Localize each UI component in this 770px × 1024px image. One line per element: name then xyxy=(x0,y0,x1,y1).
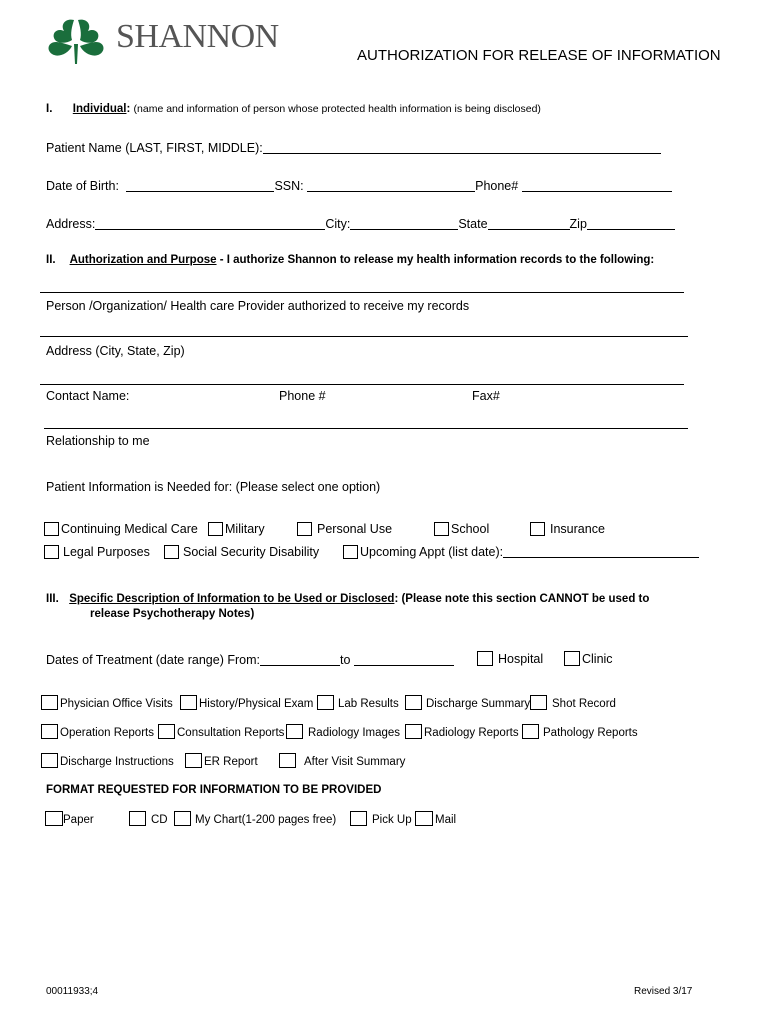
format-pickup[interactable] xyxy=(350,811,412,826)
dob-label: Date of Birth: xyxy=(46,179,119,193)
contact-field[interactable] xyxy=(40,384,684,385)
history-checkbox[interactable] xyxy=(180,695,197,710)
person-label: Person /Organization/ Health care Provider authorized to receive my records xyxy=(46,299,470,313)
phone-label: Phone# xyxy=(475,179,519,193)
section-2-text: - I authorize Shannon to release my health information records to the following: xyxy=(216,254,655,266)
section-1-heading xyxy=(46,103,541,115)
address-field[interactable] xyxy=(95,217,325,230)
continuing-checkbox[interactable] xyxy=(44,522,59,536)
operation-checkbox[interactable] xyxy=(41,724,58,739)
item-avs[interactable] xyxy=(279,753,405,768)
option-ssd[interactable] xyxy=(164,545,319,559)
option-clinic[interactable] xyxy=(564,651,613,666)
contact-name-label: Contact Name: xyxy=(46,389,130,403)
pathology-checkbox[interactable] xyxy=(522,724,539,739)
format-paper[interactable] xyxy=(45,811,94,826)
item-physician[interactable] xyxy=(41,695,173,710)
item-discharge-summary[interactable] xyxy=(405,695,530,710)
item-consultation[interactable] xyxy=(158,724,284,739)
mychart-label: My Chart(1-200 pages free) xyxy=(195,814,337,826)
needed-for-label: Patient Information is Needed for: (Please select one option) xyxy=(46,480,381,494)
school-checkbox[interactable] xyxy=(434,522,449,536)
date-to-field[interactable] xyxy=(354,653,454,666)
option-military[interactable] xyxy=(208,522,265,536)
option-legal[interactable] xyxy=(44,545,150,559)
section-3-heading xyxy=(46,593,649,605)
ssd-label: Social Security Disability xyxy=(183,545,320,559)
radiology-images-label: Radiology Images xyxy=(308,727,401,739)
patient-name-field[interactable] xyxy=(263,141,661,154)
item-radiology-images[interactable] xyxy=(286,724,400,739)
paper-label: Paper xyxy=(63,814,94,826)
mail-checkbox[interactable] xyxy=(415,811,433,826)
dob-row xyxy=(46,179,672,193)
brand-name: SHANNON xyxy=(116,18,279,55)
option-upcoming[interactable] xyxy=(343,545,699,559)
option-continuing[interactable] xyxy=(44,522,198,536)
person-field[interactable] xyxy=(40,292,684,293)
lab-checkbox[interactable] xyxy=(317,695,334,710)
er-checkbox[interactable] xyxy=(185,753,202,768)
relationship-field[interactable] xyxy=(44,428,688,429)
zip-field[interactable] xyxy=(587,217,675,230)
item-er[interactable] xyxy=(185,753,258,768)
patient-name-label: Patient Name (LAST, FIRST, MIDDLE): xyxy=(46,141,263,155)
radiology-reports-label: Radiology Reports xyxy=(424,727,519,739)
section-3-text: : (Please note this section CANNOT be used to xyxy=(394,593,650,605)
item-operation[interactable] xyxy=(41,724,154,739)
avs-label: After Visit Summary xyxy=(304,756,406,768)
section-3-title: Specific Description of Information to be Used or Disclosed xyxy=(69,593,395,605)
section-1-number: I. xyxy=(46,103,53,115)
item-pathology[interactable] xyxy=(522,724,638,739)
format-mail[interactable] xyxy=(415,811,456,826)
hospital-label: Hospital xyxy=(498,652,544,666)
operation-label: Operation Reports xyxy=(60,727,154,739)
er-label: ER Report xyxy=(204,756,258,768)
mail-label: Mail xyxy=(435,814,457,826)
dates-row xyxy=(46,653,454,667)
insurance-label: Insurance xyxy=(550,522,605,536)
option-insurance[interactable] xyxy=(530,522,605,536)
mychart-checkbox[interactable] xyxy=(174,811,191,826)
recipient-address-field[interactable] xyxy=(40,336,688,337)
radiology-reports-checkbox[interactable] xyxy=(405,724,422,739)
physician-checkbox[interactable] xyxy=(41,695,58,710)
ssn-field[interactable] xyxy=(307,179,475,192)
recipient-fax-label: Fax# xyxy=(472,389,500,403)
phone-field[interactable] xyxy=(522,179,672,192)
address-row xyxy=(46,217,675,231)
pickup-checkbox[interactable] xyxy=(350,811,367,826)
recipient-address-label: Address (City, State, Zip) xyxy=(46,344,185,358)
upcoming-date-field[interactable] xyxy=(503,545,699,558)
radiology-images-checkbox[interactable] xyxy=(286,724,303,739)
section-3-number: III. xyxy=(46,593,59,605)
state-field[interactable] xyxy=(488,217,570,230)
insurance-checkbox[interactable] xyxy=(530,522,545,536)
option-school[interactable] xyxy=(434,522,489,536)
consultation-label: Consultation Reports xyxy=(177,727,285,739)
format-heading: FORMAT REQUESTED FOR INFORMATION TO BE PROVIDED xyxy=(46,784,382,796)
section-1-description: (name and information of person whose protected health information is being disclosed) xyxy=(133,103,541,115)
discharge-summary-label: Discharge Summary xyxy=(426,698,531,710)
ssd-checkbox[interactable] xyxy=(164,545,179,559)
ssn-label: SSN: xyxy=(274,179,304,193)
document-id: 00011933;4 xyxy=(46,986,99,997)
state-label: State xyxy=(458,217,488,231)
shot-label: Shot Record xyxy=(552,698,616,710)
pickup-label: Pick Up xyxy=(372,814,412,826)
city-field[interactable] xyxy=(350,217,458,230)
clinic-checkbox[interactable] xyxy=(564,651,580,666)
to-label: to xyxy=(339,653,351,667)
continuing-label: Continuing Medical Care xyxy=(61,522,198,536)
section-2-number: II. xyxy=(46,254,56,266)
option-hospital[interactable] xyxy=(477,651,543,666)
dates-label: Dates of Treatment (date range) From: xyxy=(46,653,260,667)
recipient-phone-label: Phone # xyxy=(279,389,326,403)
relationship-label: Relationship to me xyxy=(46,434,150,448)
item-discharge-instructions[interactable] xyxy=(41,753,174,768)
legal-checkbox[interactable] xyxy=(44,545,59,559)
discharge-instructions-label: Discharge Instructions xyxy=(60,756,174,768)
military-label: Military xyxy=(225,522,265,536)
section-2-heading xyxy=(46,254,654,266)
paper-checkbox[interactable] xyxy=(45,811,63,826)
shot-checkbox[interactable] xyxy=(530,695,547,710)
hospital-checkbox[interactable] xyxy=(477,651,493,666)
cd-checkbox[interactable] xyxy=(129,811,146,826)
avs-checkbox[interactable] xyxy=(279,753,296,768)
patient-name-row xyxy=(46,141,661,155)
physician-label: Physician Office Visits xyxy=(60,698,173,710)
item-lab[interactable] xyxy=(317,695,399,710)
discharge-summary-checkbox[interactable] xyxy=(405,695,422,710)
item-radiology-reports[interactable] xyxy=(405,724,519,739)
discharge-instructions-checkbox[interactable] xyxy=(41,753,58,768)
section-2-title: Authorization and Purpose xyxy=(69,254,217,266)
history-label: History/Physical Exam xyxy=(199,698,314,710)
shannon-logo-icon xyxy=(44,16,108,66)
item-shot[interactable] xyxy=(530,695,616,710)
zip-label: Zip xyxy=(569,217,587,231)
legal-label: Legal Purposes xyxy=(63,545,150,559)
city-label: City: xyxy=(325,217,351,231)
consultation-checkbox[interactable] xyxy=(158,724,175,739)
section-1-colon: : xyxy=(126,103,131,115)
section-3-text-2: release Psychotherapy Notes) xyxy=(90,608,255,620)
upcoming-label: Upcoming Appt (list date): xyxy=(360,545,504,559)
option-personal[interactable] xyxy=(297,522,392,536)
form-title: AUTHORIZATION FOR RELEASE OF INFORMATION xyxy=(357,47,721,64)
school-label: School xyxy=(451,522,490,536)
format-cd[interactable] xyxy=(129,811,168,826)
lab-label: Lab Results xyxy=(338,698,399,710)
revision-date: Revised 3/17 xyxy=(634,986,693,997)
address-label: Address: xyxy=(46,217,96,231)
dob-field[interactable] xyxy=(126,179,274,192)
section-1-title: Individual xyxy=(72,103,127,115)
military-checkbox[interactable] xyxy=(208,522,223,536)
date-from-field[interactable] xyxy=(260,653,340,666)
clinic-label: Clinic xyxy=(582,652,613,666)
item-history[interactable] xyxy=(180,695,313,710)
format-mychart[interactable] xyxy=(174,811,336,826)
cd-label: CD xyxy=(151,814,168,826)
upcoming-checkbox[interactable] xyxy=(343,545,358,559)
personal-label: Personal Use xyxy=(317,522,393,536)
personal-checkbox[interactable] xyxy=(297,522,312,536)
pathology-label: Pathology Reports xyxy=(543,727,638,739)
